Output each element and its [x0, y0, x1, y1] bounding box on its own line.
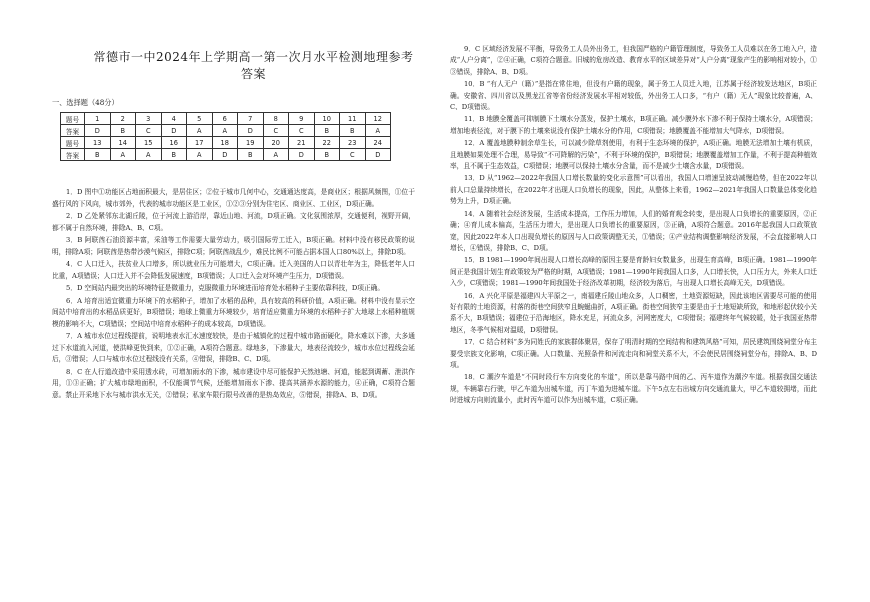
explanation-paragraph: 4．C 人口迁入，扶贫业人口增多，所以就业压力可能增大，C项正确。迁入美国的人口以青壮年为主，降低老年人口比重，A项错误；人口迁入并不会降低发展速度，B项错误；人口迁入会对环境产生压力，D项错误。 [52, 260, 415, 280]
answer-table-cell: 2 [110, 113, 136, 125]
answer-table-cell: B [314, 149, 340, 161]
answer-table-cell: A [187, 149, 213, 161]
explanation-paragraph: 15．B 1981—1990年间出现人口增长高峰的原因主要是育龄妇女数量多，出现生育高峰，B项正确。1981—1990年间正是我国计划生育政策较为严格的时期，A项错误；1981—1990年间我国人口多，人口增长快，人口压力大，外来人口迁入少，C项错误；1981—1990年间我国处于经济改革初期，经济较为落后，与出现人口增长高峰无关，D项错误。 [450, 256, 817, 288]
answer-table-cell: D [161, 125, 187, 137]
left-explanations [52, 187, 415, 401]
answer-table-cell: B [238, 149, 264, 161]
explanation-paragraph: 6．A 培育出适宜微重力环境下的水稻种子，增加了水稻的品种，具有较高的科研价值，A项正确。材料中没有显示空间站中培育出的水稻品质更好，B项错误；地球上微重力环境较少，培育适应微重力环境的水稻种子扩大地球上水稻种植规模的影响不大，C项错误；空间站中培育水稻种子的成本较高，D项错误。 [52, 296, 415, 328]
explanation-paragraph: 18．C 潮汐车道是“不同时段行车方向变化的车道”，所以是靠马路中间的乙、丙车道作为潮汐车道。根据我国交通法规，车辆靠右行驶，甲乙车道为出城车道，丙丁车道为进城车道。下午5点左右出城方向交通流量大，甲乙车道较拥堵，而此时进城方向则流量小，此时丙车道可以作为出城车道，C项正确。 [450, 373, 817, 405]
answer-table-cell: 8 [263, 113, 289, 125]
explanation-paragraph: 11．B 地膜全覆盖可抑制膜下土壤水分蒸发，保护土壤水，B项正确。减少膜外水下渗不利于保持土壤水分，A项错误；增加地表径流，对于膜下的土壤来说没有保护土壤水分的作用，C项错误；地膜覆盖不能增加大气降水，D项错误。 [450, 115, 817, 135]
answer-table-cell: D [238, 125, 264, 137]
answer-table-cell: 17 [187, 137, 213, 149]
answer-table-cell: C [289, 125, 315, 137]
answer-table-cell: 24 [365, 137, 391, 149]
explanation-paragraph: 12．A 覆盖地膜种制余草生长，可以减少除草剂使用，有利于生态环境的保护，A项正确。地膜无法增加土壤有机质，且地膜如果处理不合理，易导致“不可降解的污染”，不利于环境的保护，B项错误；地膜覆盖增加工作量，不利于提高种植效率，且不属于生态效益，C项错误；地膜可以保持土壤水分含量，而不是减少土壤含水量，D项错误。 [450, 139, 817, 171]
explanation-paragraph: 2．D 乙处紧邻东北湖丘陵，位于河流上游沿岸，靠近山地、河流，D项正确。文化氛围浓厚，交通便利，视野开阔，都不属于自然环境，排除A、B、C项。 [52, 212, 415, 232]
answer-table-cell: D [289, 149, 315, 161]
answer-table-cell: 3 [136, 113, 162, 125]
answer-table-cell: 16 [161, 137, 187, 149]
answer-table-row [61, 113, 391, 125]
explanation-paragraph: 13．D 从“1962—2022年我国人口增长数量的变化示意图”可以看出，我国人口增速呈波动减慢趋势，但在2022年以前人口总量持续增长，在2022年才出现人口负增长的现象，因此，从整体上来看，1962—2021年我国人口数量总体变化趋势为上升，D项正确。 [450, 174, 817, 206]
answer-table-cell: A [110, 149, 136, 161]
answer-table-cell: 20 [263, 137, 289, 149]
answer-table [60, 112, 391, 161]
answer-table-cell: D [85, 125, 111, 137]
answer-table-cell: B [314, 125, 340, 137]
answer-table-cell: 5 [187, 113, 213, 125]
answer-table-cell: 1 [85, 113, 111, 125]
answer-table-cell: C [263, 125, 289, 137]
answer-table-cell: 6 [212, 113, 238, 125]
answer-table-cell: A [263, 149, 289, 161]
explanation-paragraph: 9．C 区域经济发展不平衡，导致务工人员外出务工，但我国严格的户籍管理制度，导致务工人员难以在务工地入户，造成“人户分离”，②④正确，C项符合题意。旧城的危房改造、教育水平的区域差异对“人户分离”现象产生的影响相对较小，①③错误，排除A、B、D项。 [450, 45, 817, 76]
answer-table-row-label: 答案 [61, 149, 85, 161]
explanation-paragraph: 3．B 阿联酋石油资源丰富，采油等工作需要大量劳动力，吸引国际劳工迁入，B项正确。材料中没有移民政策的说明，排除A项；阿联酋是热带沙漠气候区，排除C项；阿联酋战乱少，难民比例不可能占据本国人口80%以上，排除D项。 [52, 236, 415, 256]
explanation-paragraph: 16．A 兴化平原是福建四大平原之一，南福建丘陵山地众多，人口稠密，土地资源短缺，因此该地区需要尽可能的使用好有限的土地资源，村落的街巷空间狭窄且蜿蜒曲折，A项正确。街巷空间狭窄主要是由于土地短缺所致，和地形起伏较小关系不大，B项错误；福建位于沿海地区，降水充足，河流众多，河网密度大，C项错误；福建终年气候较暖，处于我国亚热带地区，冬季气候相对温暖，D项错误。 [450, 291, 817, 334]
explanation-paragraph: 17．C 结合材料“多为同姓氏的家族群体聚居，保存了明清时期的空间结构和建筑风格”可知，居民建筑围绕祠堂分布主要受宗族文化影响，C项正确。人口数量、光照条件和河流走向和祠堂关系不大，不会使民居围绕祠堂分布，排除A、B、D项。 [450, 338, 817, 369]
answer-table-cell: A [136, 149, 162, 161]
answer-table-cell: 7 [238, 113, 264, 125]
answer-table-cell: B [85, 149, 111, 161]
answer-table-cell: 11 [340, 113, 366, 125]
answer-table-row [61, 149, 391, 161]
answer-table-cell: A [187, 125, 213, 137]
answer-table-cell: B [110, 125, 136, 137]
explanation-paragraph: 7．A 城市水位过程线提前，说明地表水汇水速度较快，是由于城镇化的过程中城市路面硬化，降水难以下渗，大多通过下水道流入河道，使洪峰更快到来，①②正确，A项符合题意。绿地多，下渗量大，地表径流较少，城市水位过程线会延后，③错误；人口与城市水位过程线没有关系，④错误，排除B、C、D项。 [52, 332, 415, 363]
section-heading: 一、选择题（48分） [52, 98, 119, 107]
answer-table-cell: 15 [136, 137, 162, 149]
explanation-paragraph: 1．D 图中①功能区占地面积最大，是居住区；②位于城市几何中心，交通通达度高，是商业区；根据风频图，①位于盛行风的下风向，城市郊外，代表的城市功能区是工业区，①②③分别为住宅区、商业区、工业区，D项正确。 [52, 188, 415, 208]
answer-table-cell: 13 [85, 137, 111, 149]
explanation-paragraph: 10．B “有人无户（籍）”是指在常住地，但没有户籍的现象，属于务工人员迁入地，江苏属于经济较发达地区，B项正确。安徽省、四川省以及黑龙江省等省份经济发展水平相对较低，外出务工人口多，“有户（籍）无人”现象比较普遍，A、C、D项错误。 [450, 80, 817, 112]
answer-table-row [61, 137, 391, 149]
answer-table-cell: 22 [314, 137, 340, 149]
answer-table-row [61, 125, 391, 137]
explanation-paragraph: 8．C 在人行道改造中采用透水砖，可增加雨水的下渗，城市建设中尽可能保护天然池塘、河道，能起到调蓄、泄洪作用，①③正确；扩大城市绿地面积，不仅能调节气候，还能增加雨水下渗、提高其涵养水源的能力，④正确，C项符合题意。禁止开采地下水与城市洪水无关，②错误；私家车限行限号改善的是热岛效应，⑤错误，排除A、B、D项。 [52, 367, 415, 399]
answer-table-cell: D [365, 149, 391, 161]
right-explanations [450, 44, 817, 407]
answer-table-row-label: 答案 [61, 125, 85, 137]
answer-table-cell: 23 [340, 137, 366, 149]
answer-table-cell: 9 [289, 113, 315, 125]
explanation-paragraph: 5．D 空间站内最突出的环境特征是微重力，克服微重力环境进而培育处水稻种子主要依靠科技，D项正确。 [66, 284, 385, 292]
answer-table-cell: C [340, 149, 366, 161]
answer-table-cell: B [340, 125, 366, 137]
answer-table-row-label: 题号 [61, 113, 85, 125]
answer-table-cell: 19 [238, 137, 264, 149]
answer-table-cell: 10 [314, 113, 340, 125]
answer-table-cell: A [212, 125, 238, 137]
answer-table-cell: 18 [212, 137, 238, 149]
right-column [450, 44, 817, 408]
answer-table-cell: D [212, 149, 238, 161]
answer-table-cell: A [365, 125, 391, 137]
answer-table-row-label: 题号 [61, 137, 85, 149]
explanation-paragraph: 14．A 随着社会经济发展，生活成本提高，工作压力增加，人们的婚育观念转变，是出现人口负增长的重要原因，②正确；④育儿成本偏高，生活压力增大，是出现人口负增长的重要原因，③正确，A项符合题意。2016年起我国人口政策放宽，因此2022年本人口出现负增长的原因与人口政策调整无关，①错误；④产业结构调整影响经济发展，不会直接影响人口增长，④错误，排除B、C、D项。 [450, 209, 817, 252]
answer-table-cell: 4 [161, 113, 187, 125]
answer-table-cell: 21 [289, 137, 315, 149]
left-column [52, 48, 415, 402]
answer-table-cell: B [161, 149, 187, 161]
answer-table-cell: 14 [110, 137, 136, 149]
answer-table-cell: C [136, 125, 162, 137]
answer-table-cell: 12 [365, 113, 391, 125]
page-title: 常德市一中2024年上学期高一第一次月水平检测地理参考答案 [93, 50, 414, 81]
